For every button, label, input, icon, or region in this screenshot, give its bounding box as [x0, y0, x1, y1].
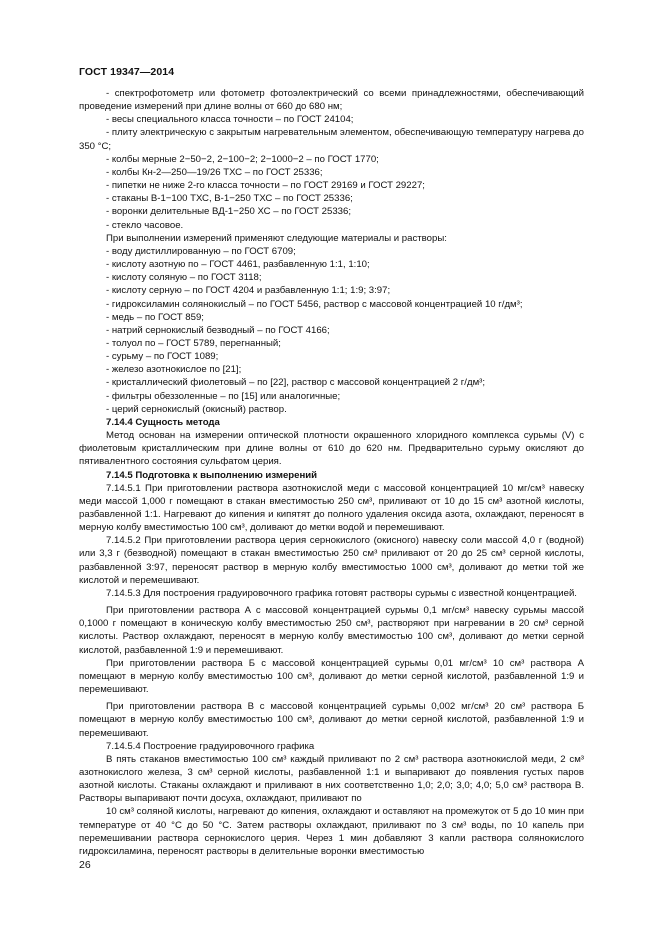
paragraph: Метод основан на измерении оптической плотности окрашенного хлоридного комплекса сурьмы (V) с фиолетовым кристаллическим при длине волны от 610 до 620 нм. Предварительно сурьму окисляют до пятивалентного состояния сульфатом церия.	[79, 430, 584, 468]
paragraph: - кислоту соляную – по ГОСТ 3118;	[106, 272, 262, 284]
paragraph: - колбы Кн-2—250—19/26 ТХС – по ГОСТ 25336;	[106, 166, 323, 178]
paragraph: - фильтры обеззоленные – по [15] или аналогичные;	[106, 390, 341, 402]
paragraph: - кислоту серную – по ГОСТ 4204 и разбавленную 1:1; 1:9; 3:97;	[106, 285, 391, 297]
paragraph: - натрий сернокислый безводный – по ГОСТ 4166;	[106, 324, 330, 336]
paragraph: При приготовлении раствора Б с массовой концентрацией сурьмы 0,01 мг/см³ 10 см³ раствора А помещают в мерную колбу вместимостью 100 см³, доливают до метки серной кислотой, разбавленной 1:9 и перемешивают.	[79, 657, 584, 696]
paragraph: При приготовлении раствора В с массовой концентрацией сурьмы 0,002 мг/см³ 20 см³ раствора Б помещают в мерную колбу вместимостью 100 см³, доливают до метки серной кислотой, разбавленной 1:9 и перемешивают.	[79, 701, 584, 739]
paragraph: - кислоту азотную по – ГОСТ 4461, разбавленную 1:1, 1:10;	[106, 259, 370, 271]
paragraph: - церий сернокислый (окисный) раствор.	[106, 403, 287, 415]
paragraph: При приготовлении раствора А с массовой концентрацией сурьмы 0,1 мг/см³ навеску сурьмы массой 0,1000 г помещают в коническую колбу вместимостью 250 см³, растворяют при нагревании в 20 см³ серной кислоты. Раствор охлаждают, переносят в мерную колбу вместимостью 100 см³, доливают до метки серной кислотой, разбавленной 1:9 и перемешивают.	[79, 605, 584, 656]
section-heading: 7.14.4 Сущность метода	[106, 416, 220, 428]
paragraph: 7.14.5.3 Для построения градуировочного графика готовят растворы сурьмы с известной концентрацией.	[106, 587, 577, 599]
paragraph: - стекло часовое.	[106, 219, 184, 231]
paragraph: - колбы мерные 2−50−2, 2−100−2; 2−1000−2 – по ГОСТ 1770;	[106, 153, 379, 165]
section-heading: 7.14.5 Подготовка к выполнению измерений	[106, 469, 318, 481]
paragraph: - стаканы В-1−100 ТХС, В-1−250 ТХС – по ГОСТ 25336;	[106, 193, 353, 205]
document-body	[79, 87, 584, 858]
paragraph: При выполнении измерений применяют следующие материалы и растворы:	[106, 232, 447, 244]
paragraph: 7.14.5.4 Построение градуировочного графика	[106, 740, 315, 752]
paragraph: - пипетки не ниже 2-го класса точности – по ГОСТ 29169 и ГОСТ 29227;	[106, 180, 425, 192]
paragraph: В пять стаканов вместимостью 100 см³ каждый приливают по 2 см³ раствора азотнокислой меди, 2 см³ азотнокислого железа, 3 см³ серной кислоты, разбавленной 1:1 и выпаривают до появления густых паров азотной кислоты. Стаканы охлаждают и приливают в них соответственно 1,0; 2,0; 3,0; 4,0; 5,0 см³ раствора В. Растворы выпаривают почти досуха, охлаждают, приливают по	[79, 753, 584, 805]
paragraph: - воду дистиллированную – по ГОСТ 6709;	[106, 245, 296, 257]
paragraph: - толуол по – ГОСТ 5789, перегнанный;	[106, 337, 281, 349]
paragraph: 7.14.5.2 При приготовлении раствора церия сернокислого (окисного) навеску соли массой 4,0 г (водной) или 3,3 г (безводной) помещают в стакан вместимостью 250 см³ приливают от 20 до 25 см³ серной кислоты, разбавленной 3:97, переносят раствор в мерную колбу вместимостью 1000 см³, доливают до метки той же кислотой и перемешивают.	[79, 535, 584, 586]
paragraph: - гидроксиламин солянокислый – по ГОСТ 5456, раствор с массовой концентрацией 10 г/дм³;	[106, 298, 523, 310]
paragraph: - спектрофотометр или фотометр фотоэлектрический со всеми принадлежностями, обеспечивающий проведение измерений при длине волны от 660 до 680 нм;	[79, 88, 584, 113]
paragraph: 7.14.5.1 При приготовлении раствора азотнокислой меди с массовой концентрацией 10 мг/см³ навеску меди массой 1,000 г помещают в стакан вместимостью 250 см³, приливают от 10 до 15 см³ азотной кислоты, разбавленной 1:1. Нагревают до кипения и кипятят до полного удаления оксида азота, охлаждают, переносят в мерную колбу вместимостью 100 см³, доливают до метки водой и перемешивают.	[79, 482, 584, 534]
paragraph: - медь – по ГОСТ 859;	[106, 311, 204, 323]
paragraph: - сурьму – по ГОСТ 1089;	[106, 351, 219, 363]
paragraph: - кристаллический фиолетовый – по [22], раствор с массовой концентрацией 2 г/дм³;	[106, 377, 486, 389]
paragraph: - воронки делительные ВД-1−250 ХС – по ГОСТ 25336;	[106, 206, 351, 218]
page-header-title: ГОСТ 19347—2014	[79, 66, 175, 78]
paragraph: - плиту электрическую с закрытым нагревательным элементом, обеспечивающую температуру нагрева до 350 °С;	[79, 127, 584, 152]
paragraph: - весы специального класса точности – по ГОСТ 24104;	[106, 114, 354, 126]
paragraph: - железо азотнокислое по [21];	[106, 364, 242, 376]
page-number: 26	[79, 859, 91, 871]
paragraph: 10 см³ соляной кислоты, нагревают до кипения, охлаждают и оставляют на промежуток от 5 до 10 мин при температуре от 40 °С до 50 °С. Затем растворы охлаждают, приливают по 3 см³ воды, по 10 капель при перемешивании раствора сернокислого церия. Через 1 мин добавляют 3 капли раствора солянокислого гидроксиламина, переносят растворы в делительные воронки вместимостью	[79, 806, 584, 857]
